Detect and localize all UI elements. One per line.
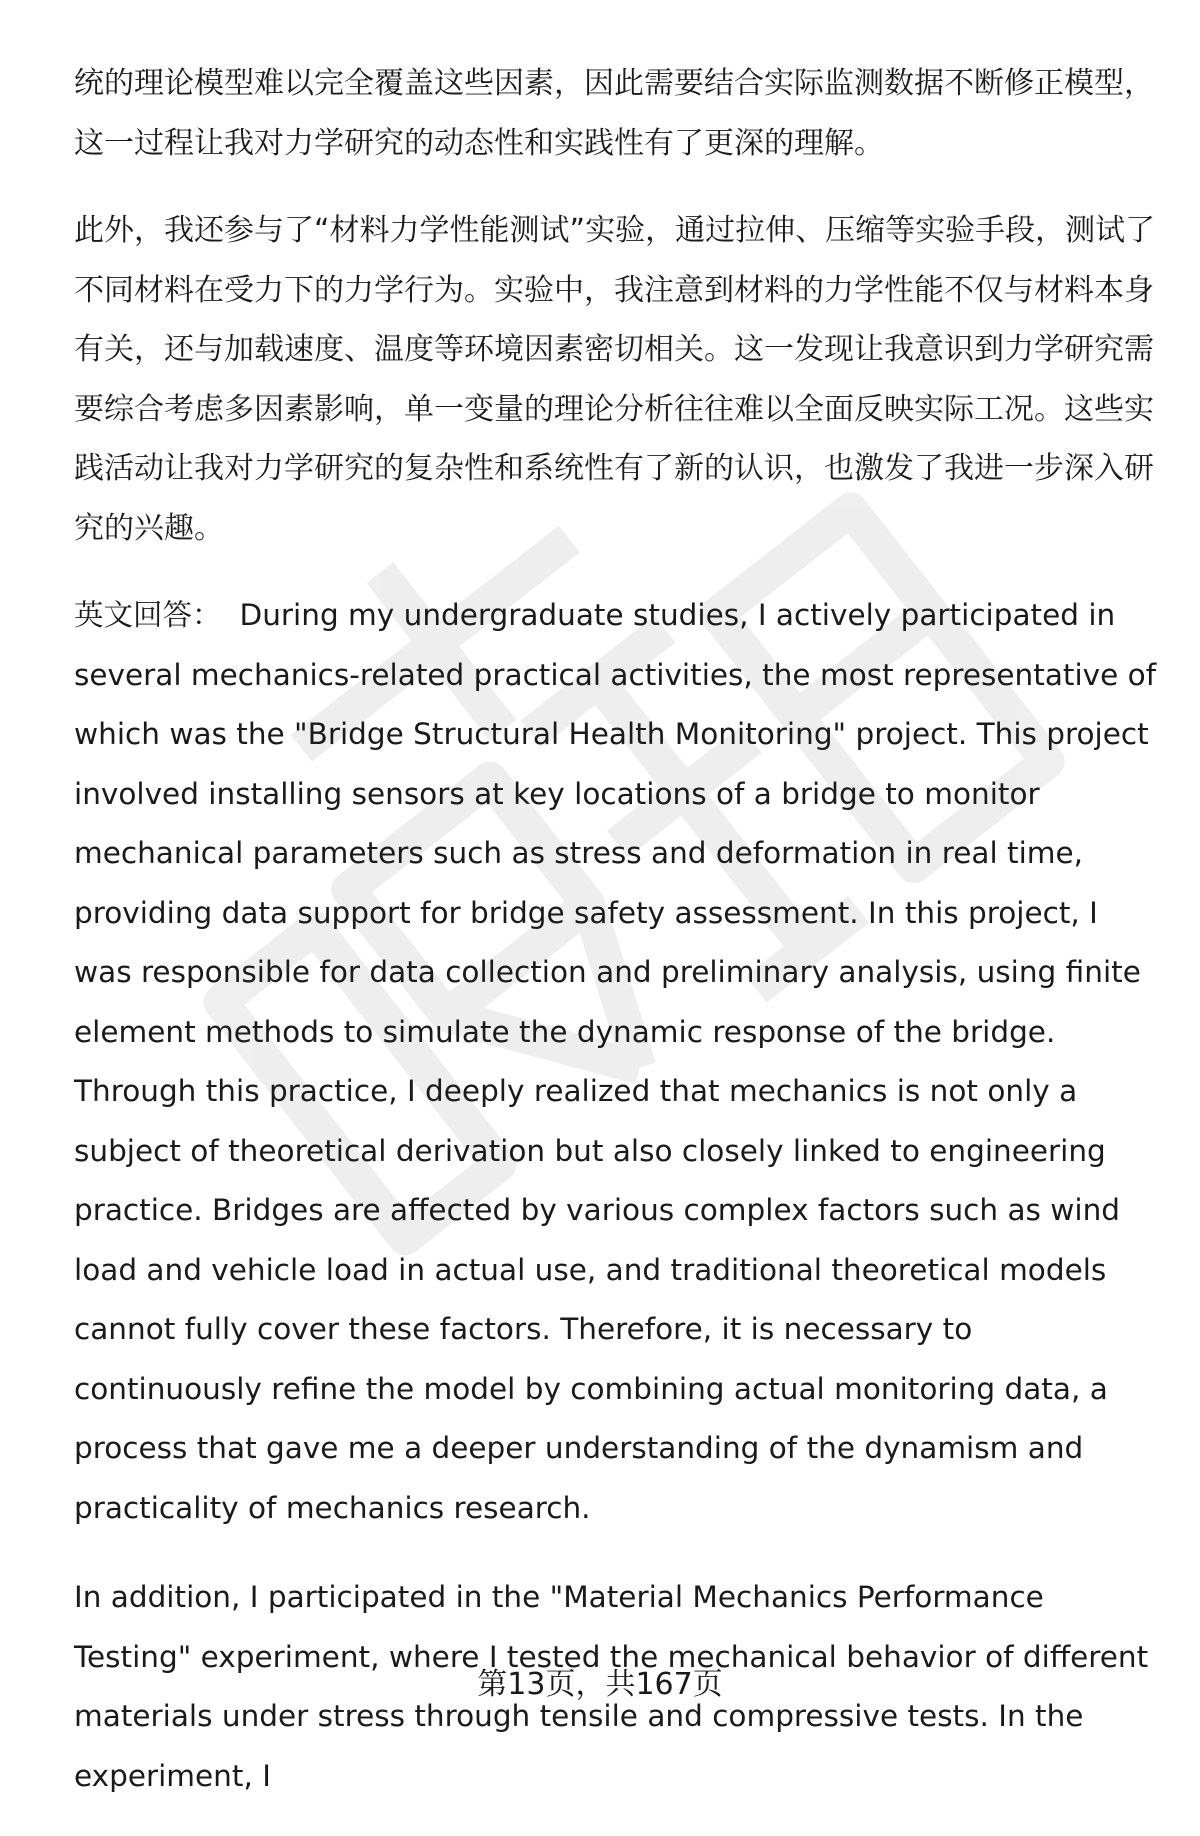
paragraph-en-bridge-text: During my undergraduate studies, I actively participated in several mechanics-related practical activities, the most representative of which was the "Bridge Structural Health Monitoring" project. This project involved installing sensors at key locations of a bridge to monitor mechanical parameters such as stress and deformation in real time, providing data support for bridge safety assessment. In this project, I was responsible for data collection and preliminary analysis, using finite element methods to simulate the dynamic response of the bridge. Through this practice, I deeply realized that mechanics is not only a subject of theoretical derivation but also closely linked to engineering practice. Bridges are affected by various complex factors such as wind load and vehicle load in actual use, and traditional theoretical models cannot fully cover these factors. Therefore, it is necessary to continuously refine the model by combining actual monitoring data, a process that gave me a deeper understanding of the dynamism and practicality of mechanics research. xyxy=(74,598,1157,1525)
paragraph-en-bridge-project xyxy=(74,586,1164,1538)
english-answer-label: 英文回答： xyxy=(74,598,222,632)
paragraph-en-material-testing: In addition, I participated in the "Material Mechanics Performance Testing" experiment, where I tested the mechanical behavior of different materials under stress through tensile and compressive tests. In the experiment, I xyxy=(74,1580,1149,1793)
document-body xyxy=(74,54,1164,1836)
paragraph-cn-material-testing: 此外，我还参与了“材料力学性能测试”实验，通过拉伸、压缩等实验手段，测试了不同材料在受力下的力学行为。实验中，我注意到材料的力学性能不仅与材料本身有关，还与加载速度、温度等环境因素密切相关。这一发现让我意识到力学研究需要综合考虑多因素影响，单一变量的理论分析往往难以全面反映实际工况。这些实践活动让我对力学研究的复杂性和系统性有了新的认识，也激发了我进一步深入研究的兴趣。 xyxy=(74,213,1156,546)
paragraph-cn-intro: 统的理论模型难以完全覆盖这些因素，因此需要结合实际监测数据不断修正模型，这一过程让我对力学研究的动态性和实践性有了更深的理解。 xyxy=(74,66,1154,161)
page-number-footer: 第13页，共167页 xyxy=(477,1667,723,1702)
